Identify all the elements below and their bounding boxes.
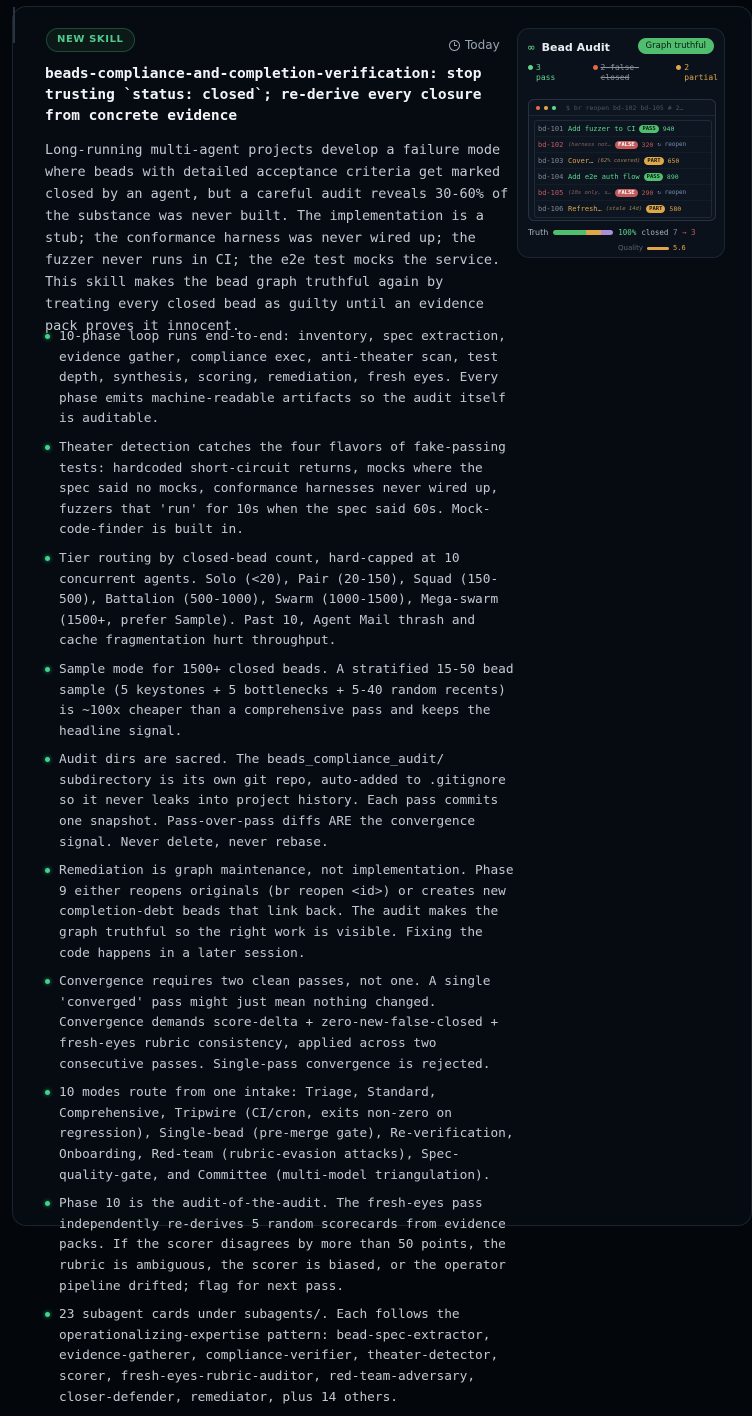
bullet-dot-icon	[45, 979, 50, 984]
status-badge: FALSE	[615, 189, 638, 197]
list-item-text: Convergence requires two clean passes, not one. A single 'converged' pass might just mean nothing changed. Convergence demands score-delta + zero-new-false-closed + fresh-eyes rubric consistency, applied across two consecutive passes. Single-pass convergence is rejected.	[59, 974, 499, 1072]
closed-to: 3	[691, 228, 696, 237]
closed-delta	[641, 228, 695, 237]
status-badge: PART	[644, 157, 663, 165]
quality-value: 5.6	[673, 244, 686, 252]
feature-list	[45, 327, 515, 1416]
bullet-dot-icon	[45, 868, 50, 873]
bullet-dot-icon	[45, 1201, 50, 1206]
table-row	[535, 201, 711, 217]
bullet-dot-icon	[45, 445, 50, 450]
table-row	[535, 153, 711, 169]
date-label: Today	[465, 38, 500, 52]
new-skill-badge: NEW SKILL	[46, 28, 135, 52]
stat-label: pass	[536, 73, 556, 82]
stat-pass	[528, 63, 555, 83]
table-row	[535, 185, 711, 201]
pass-dot-icon	[528, 65, 533, 70]
list-item	[45, 750, 515, 853]
list-item-text: Tier routing by closed-bead count, hard-capped at 10 concurrent agents. Solo (<20), Pair (20-150), Squad (150-500), Battalion (500-1000), Swarm (1000-1500), Mega-swarm (1500+, prefer Sample). Past 10, Agent Mail thrash and cache fragmentation hurt throughput.	[59, 550, 499, 649]
terminal-window	[528, 99, 716, 221]
bullet-dot-icon	[45, 334, 50, 339]
bullet-dot-icon	[45, 757, 50, 762]
bead-id: bd-104	[538, 172, 564, 181]
stat-partial	[676, 63, 718, 83]
status-badge: PASS	[639, 125, 658, 133]
table-row	[535, 121, 711, 137]
bead-score: 290	[641, 188, 654, 197]
bead-id: bd-103	[538, 156, 564, 165]
closed-label: closed	[641, 228, 669, 237]
quality-label: Quality	[618, 244, 644, 252]
truth-percent: 100%	[618, 228, 637, 237]
bead-table	[534, 120, 712, 218]
quality-meter	[618, 244, 686, 252]
bead-title: Add e2e auth flow	[568, 172, 640, 181]
list-item	[45, 972, 515, 1075]
list-item	[45, 660, 515, 742]
stat-count: 2	[684, 63, 690, 72]
infinity-logo-icon: ∞	[528, 41, 535, 54]
skill-card	[12, 6, 752, 1405]
stat-count: 3	[536, 63, 541, 72]
list-item-text: Phase 10 is the audit-of-the-audit. The fresh-eyes pass independently re-derives 5 random scorecards from evidence packs. If the scorer disagrees by more than 50 points, the rubric is ambiguous, the scorer is biased, or the operator pipeline drifted; flag for next pass.	[59, 1196, 506, 1294]
bead-score: 890	[666, 172, 679, 181]
bead-note: (harness not…	[568, 141, 612, 148]
list-item-text: Audit dirs are sacred. The beads_compliance_audit/ subdirectory is its own git repo, auto-added to .gitignore so it never leaks into project history. Each pass commits one snapshot. Pass-over-pass diffs ARE the convergence signal. Never delete, never rebase.	[59, 752, 506, 850]
bead-title: Add fuzzer to CI	[568, 124, 636, 133]
list-item	[45, 1083, 515, 1186]
bead-id: bd-102	[538, 140, 564, 149]
preview-title: Bead Audit	[541, 41, 610, 54]
bullet-dot-icon	[45, 1090, 50, 1095]
minimize-dot-icon	[544, 106, 548, 110]
list-item-text: 10-phase loop runs end-to-end: inventory, spec extraction, evidence gather, compliance exec, anti-theater scan, test depth, synthesis, scoring, remediation, fresh eyes. Every phase emits machine-readable artifacts so the audit itself is auditable.	[59, 329, 506, 427]
bullet-dot-icon	[45, 667, 50, 672]
truth-label: Truth	[528, 228, 549, 237]
clock-icon	[449, 40, 460, 51]
stat-count: 2 false-	[600, 63, 640, 72]
quality-bar	[647, 247, 669, 250]
truth-meter	[528, 228, 696, 237]
bead-id: bd-106	[538, 205, 564, 213]
preview-stats	[528, 63, 718, 83]
terminal-command: $ br reopen bd-102 bd-105 # 2…	[566, 103, 684, 112]
bead-id: bd-105	[538, 188, 564, 197]
bead-score: 320	[641, 140, 654, 149]
stat-label: partial	[684, 73, 718, 82]
bead-score: 940	[662, 124, 675, 133]
list-item-text: Remediation is graph maintenance, not implementation. Phase 9 either reopens originals (br reopen <id>) or creates new completion-debt beads that link back. The audit makes the graph truthful so the right work is visible. Fixing the code happens in a later session.	[59, 863, 514, 961]
list-item-text: Sample mode for 1500+ closed beads. A stratified 15-50 bead sample (5 keystones + 5 bottlenecks + 5-40 random recents) is ~100x cheaper than a comprehensive pass and keeps the headline signal.	[59, 661, 514, 739]
bead-title: Cover…	[568, 156, 594, 165]
stat-label: closed	[600, 73, 630, 82]
arrow-right-icon: →	[681, 228, 687, 237]
stat-false-closed	[593, 63, 640, 83]
bullet-dot-icon	[45, 1312, 50, 1317]
date-stamp	[449, 38, 500, 52]
closed-from: 7	[672, 228, 678, 237]
bead-note: (stale 14d)	[605, 206, 643, 212]
list-item	[45, 861, 515, 964]
false-dot-icon	[593, 65, 598, 70]
bead-audit-preview[interactable]	[517, 28, 725, 258]
divider	[13, 7, 15, 43]
list-item-text: Theater detection catches the four flavors of fake-passing tests: hardcoded short-circuit returns, mocks where the spec said no mocks, conformance harnesses never wired up, fuzzers that 'run' for 10s when the spec said 60s. Mock-code-finder is built in.	[59, 439, 506, 538]
truth-bar	[553, 230, 613, 235]
bead-score: 650	[667, 156, 680, 165]
table-row	[535, 169, 711, 185]
bullet-dot-icon	[45, 556, 50, 561]
reopen-action[interactable]: ↻ reopen	[657, 141, 687, 148]
list-item	[45, 1305, 515, 1408]
bead-note: (10s only, s…	[568, 189, 612, 196]
list-item	[45, 327, 515, 430]
preview-header	[528, 41, 610, 54]
bead-score: 580	[669, 205, 682, 213]
list-item	[45, 1194, 515, 1297]
list-item-text: 23 subagent cards under subagents/. Each follows the operationalizing-expertise pattern: bead-spec-extractor, evidence-gatherer, compliance-verifier, theater-detector, scorer, fresh-eyes-rubric-auditor, red-team-adversary, closer-defender, remediator, plus 14 others.	[59, 1307, 499, 1405]
list-item	[45, 438, 515, 541]
close-dot-icon	[536, 106, 540, 110]
status-badge: PART	[646, 205, 665, 213]
skill-title[interactable]: beads-compliance-and-completion-verification: stop trusting `status: closed`; re-derive every closure from concrete evidence	[45, 66, 482, 124]
bead-title: Refresh…	[568, 205, 602, 213]
partial-dot-icon	[676, 65, 681, 70]
list-item	[45, 549, 515, 652]
graph-truthful-pill: Graph truthful	[638, 38, 714, 54]
terminal-titlebar	[529, 100, 715, 116]
list-item-text: 10 modes route from one intake: Triage, Standard, Comprehensive, Tripwire (CI/cron, exits non-zero on regression), Single-bead (pre-merge gate), Re-verification, Onboarding, Red-team (rubric-evasion attacks), Spec-quality-gate, and Committee (multi-model triangulation).	[59, 1085, 514, 1183]
skill-description: Long-running multi-agent projects develop a failure mode where beads with detailed acceptance criteria get marked closed by an agent, but a careful audit reveals 30-60% of the substance was never built. The implementation is a stub; the conformance harness was never wired up; the fuzzer never runs in CI; the e2e test mocks the service. This skill makes the bead graph truthful again by treating every closed bead as guilty until an evidence pack proves it innocent.	[45, 142, 509, 334]
status-badge: PASS	[644, 173, 663, 181]
reopen-action[interactable]: ↻ reopen	[657, 189, 687, 196]
table-row	[535, 137, 711, 153]
bead-id: bd-101	[538, 124, 564, 133]
status-badge: FALSE	[615, 141, 638, 149]
maximize-dot-icon	[552, 106, 556, 110]
bead-note: (62% covered)	[597, 157, 641, 164]
